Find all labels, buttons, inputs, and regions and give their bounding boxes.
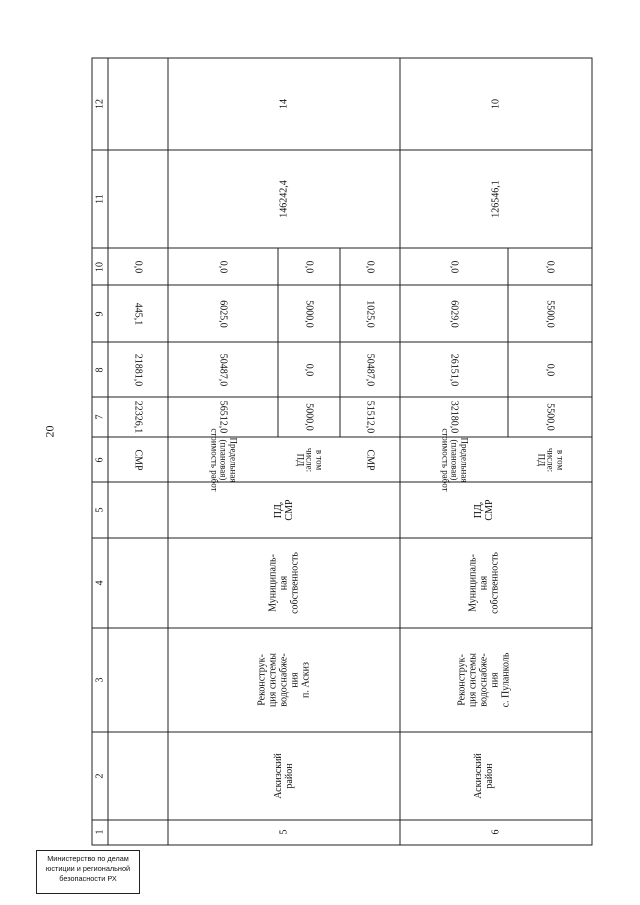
row6-c12: 10 [490,99,502,109]
col-num-1: 1 [94,829,106,835]
row5-limit-c8: 50487,0 [217,353,229,387]
col-num-5: 5 [94,507,106,513]
row6-pd-c7: 5500,0 [544,403,556,431]
row6-pd-c9: 5500,0 [544,300,556,328]
stamp-line-2: юстиции и региональной [45,864,131,873]
cont-c8: 21881,0 [132,353,144,387]
col-num-3: 3 [94,677,106,683]
row6-object: Реконструк- ция системы водоснабже- ния с. Пуланколь [456,652,512,708]
row5-limit-c9: 6025,0 [217,300,229,328]
row5-stage: ПД, СМР [273,499,295,521]
row5-ownership: Муниципаль- ная собственность [267,552,301,614]
row5-smr-label: СМР [364,449,376,471]
row6-limit-c9: 6029,0 [448,300,460,328]
cont-smr-label: СМР [132,449,144,471]
col-num-4: 4 [94,580,106,586]
row5-c11: 146242,4 [278,180,290,218]
stamp-line-1: Министерство по делам [47,854,129,863]
row6-limit-c7: 32180,0 [448,400,460,434]
row5-district: Аскизский район [273,753,295,799]
page-number: 20 [42,425,57,438]
row5-smr-c8: 50487,0 [364,353,376,387]
row5-smr-c9: 1025,0 [364,300,376,328]
row5-pd-c10: 0,0 [303,260,315,274]
row6-pd-label: в том числе: ПД [536,447,566,473]
row6-limit-c8: 26151,0 [448,353,460,387]
cont-c10: 0,0 [132,260,144,274]
row5-limit-c10: 0,0 [217,260,229,274]
row5-limit-label: Предельная (плановая) стоимость работ [209,428,239,492]
row5-pd-label: в том числе: ПД [295,447,325,473]
row5-smr-c10: 0,0 [364,260,376,274]
row6-limit-c10: 0,0 [448,260,460,274]
col-num-9: 9 [94,311,106,317]
row6-c11: 126546,1 [490,180,502,218]
row5-num: 5 [278,829,290,835]
registration-stamp [36,850,140,894]
row5-smr-c7: 51512,0 [364,400,376,434]
row5-pd-c8: 0,0 [303,363,315,377]
cont-c7: 22326,1 [132,400,144,434]
col-num-11: 11 [94,194,106,204]
row5-object: Реконструк- ция системы водоснабже- ния п. Аскиз [256,653,312,707]
col-num-8: 8 [94,367,106,373]
stamp-line-3: безопасности РХ [59,874,117,883]
col-num-10: 10 [94,262,106,272]
row6-pd-c8: 0,0 [544,363,556,377]
cont-c9: 445,1 [132,302,144,326]
row6-stage: ПД, СМР [473,499,495,521]
row5-pd-c9: 5000,0 [303,300,315,328]
col-num-2: 2 [94,773,106,779]
row5-limit-c7: 56512,0 [217,400,229,434]
row6-num: 6 [490,829,502,835]
col-num-12: 12 [94,99,106,109]
col-num-6: 6 [94,457,106,463]
row6-ownership: Муниципаль- ная собственность [467,552,501,614]
row6-limit-label: Предельная (плановая) стоимость работ [440,428,470,492]
col-num-7: 7 [94,414,106,420]
row6-pd-c10: 0,0 [544,260,556,274]
row6-district: Аскизский район [473,753,495,799]
row5-pd-c7: 5000,0 [303,403,315,431]
row5-c12: 14 [278,99,290,109]
